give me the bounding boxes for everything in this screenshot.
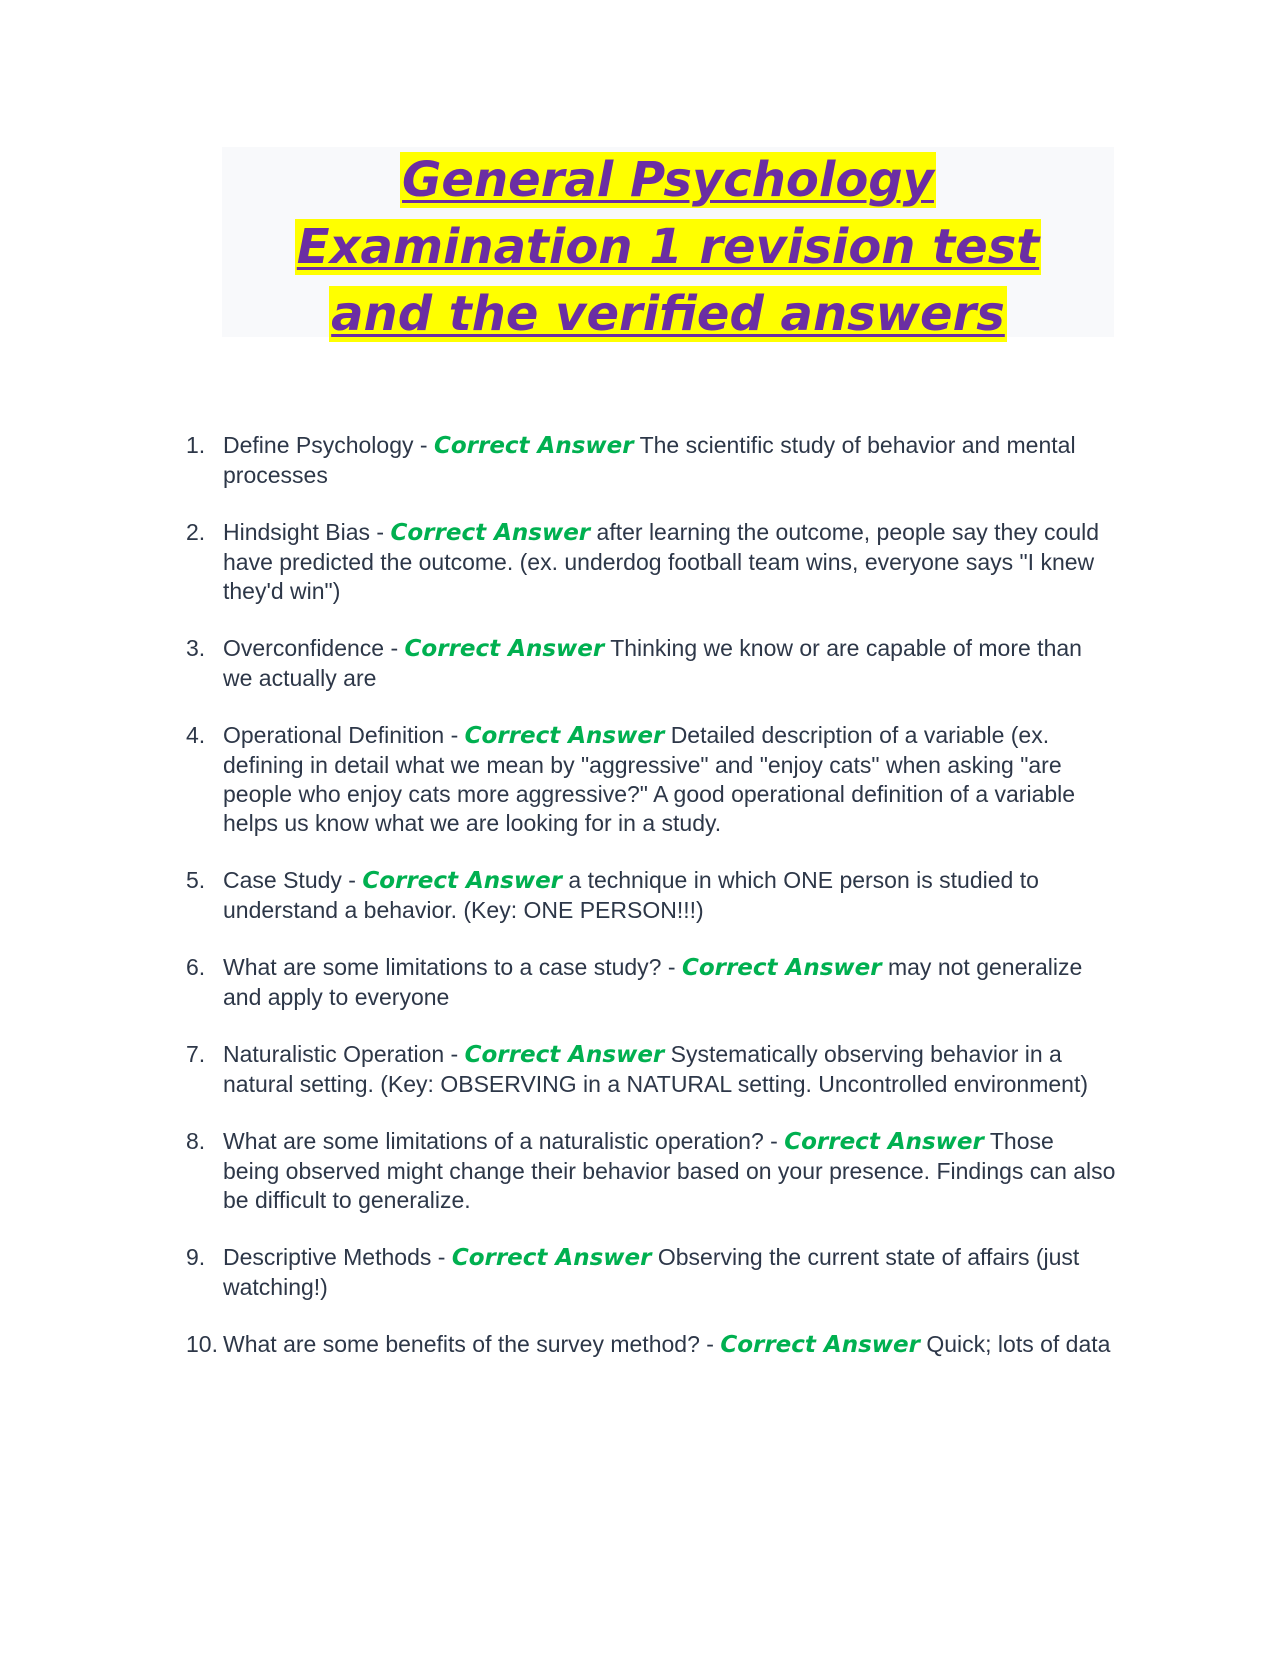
list-item	[186, 1243, 1116, 1302]
item-number: 10.	[186, 1331, 218, 1357]
list-item	[186, 721, 1116, 838]
item-answer: Thinking we know or are capable of more than we actually are	[223, 635, 1082, 691]
item-number: 7.	[186, 1041, 206, 1067]
item-separator: -	[431, 1244, 452, 1270]
correct-answer-label: Correct Answer	[720, 1332, 920, 1358]
item-term: Hindsight Bias	[223, 519, 371, 545]
item-separator: -	[384, 635, 405, 661]
item-number: 2.	[186, 519, 206, 545]
item-separator: -	[444, 722, 465, 748]
item-number: 6.	[186, 954, 206, 980]
correct-answer-label: Correct Answer	[362, 868, 563, 894]
item-term: What are some benefits of the survey method?	[223, 1331, 700, 1357]
item-answer: after learning the outcome, people say they could have predicted the outcome. (ex. underdog football team wins, everyone says "I knew they'd win")	[223, 519, 1100, 604]
title-line-2: Examination 1 revision test	[296, 219, 1040, 275]
item-term: Overconfidence	[223, 635, 385, 661]
item-term: What are some limitations to a case study?	[223, 954, 662, 980]
item-separator: -	[444, 1041, 465, 1067]
title-line-3: and the verified answers	[331, 286, 1005, 342]
item-term: Naturalistic Operation	[223, 1041, 445, 1067]
item-answer: Quick; lots of data	[926, 1331, 1111, 1357]
list-item	[186, 1040, 1116, 1099]
item-answer: Systematically observing behavior in a natural setting. (Key: OBSERVING in a NATURAL setting. Uncontrolled environment)	[223, 1041, 1089, 1097]
item-term: Operational Definition	[223, 722, 445, 748]
list-item	[186, 866, 1116, 925]
item-number: 3.	[186, 635, 206, 661]
item-number: 9.	[186, 1244, 206, 1270]
item-answer: The scientific study of behavior and mental processes	[223, 432, 1076, 488]
list-item	[186, 1330, 1116, 1360]
item-number: 8.	[186, 1128, 206, 1154]
correct-answer-label: Correct Answer	[464, 1042, 665, 1068]
list-item	[186, 518, 1116, 606]
item-answer: Observing the current state of affairs (just watching!)	[223, 1244, 1080, 1300]
item-separator: -	[370, 519, 391, 545]
list-item	[186, 431, 1116, 490]
item-separator: -	[699, 1331, 721, 1357]
item-answer: Detailed description of a variable (ex. defining in detail what we mean by "aggressive" and "enjoy cats" when asking "are people who enjoy cats more aggressive?" A good operational definition of a variable helps us know what we are looking for in a study.	[223, 722, 1076, 836]
correct-answer-label: Correct Answer	[433, 433, 634, 459]
item-separator: -	[763, 1128, 785, 1154]
item-term: Case Study	[223, 867, 342, 893]
item-answer: may not generalize and apply to everyone	[223, 954, 1083, 1010]
item-number: 4.	[186, 722, 206, 748]
correct-answer-label: Correct Answer	[681, 955, 882, 981]
correct-answer-label: Correct Answer	[784, 1129, 984, 1155]
item-answer: a technique in which ONE person is studied to understand a behavior. (Key: ONE PERSON!!!)	[223, 867, 1039, 923]
list-item	[186, 953, 1116, 1012]
item-answer: Those being observed might change their behavior based on your presence. Findings can also be difficult to generalize.	[223, 1128, 1116, 1213]
item-term: What are some limitations of a naturalistic operation?	[223, 1128, 764, 1154]
title-line-1: General Psychology	[402, 152, 934, 208]
correct-answer-label: Correct Answer	[390, 520, 591, 546]
item-separator: -	[661, 954, 682, 980]
item-number: 5.	[186, 867, 206, 893]
title-block	[222, 147, 1114, 342]
question-list	[186, 431, 1116, 1388]
correct-answer-label: Correct Answer	[404, 636, 605, 662]
list-item	[186, 1127, 1116, 1215]
item-separator: -	[341, 867, 363, 893]
item-term: Descriptive Methods	[223, 1244, 432, 1270]
item-term: Define Psychology	[223, 432, 414, 458]
correct-answer-label: Correct Answer	[451, 1245, 652, 1271]
correct-answer-label: Correct Answer	[464, 723, 665, 749]
item-separator: -	[413, 432, 434, 458]
list-item	[186, 634, 1116, 693]
item-number: 1.	[186, 432, 206, 458]
